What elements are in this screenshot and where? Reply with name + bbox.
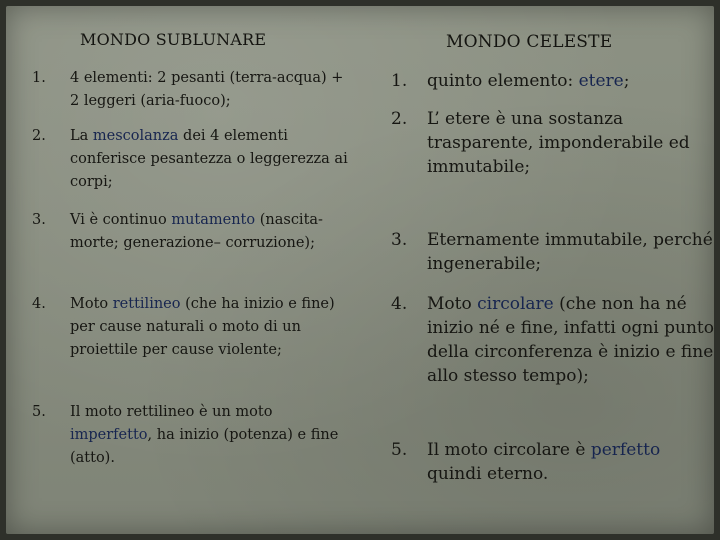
text-fragment: quinto elemento: [427,71,579,91]
item-text [70,293,355,362]
text-fragment: L’ etere è una sostanza trasparente, imponderabile ed immutabile; [427,109,690,177]
item-number: 4. [32,296,46,312]
text-fragment: (che ha inizio e fine) per cause naturali o moto di un proiettile per cause violente; [70,296,335,358]
item-text [70,401,355,470]
text-fragment: Moto [70,296,113,312]
text-fragment: Il moto circolare è [427,440,591,460]
item-number: 5. [391,440,408,460]
text-fragment: ; [623,71,630,91]
item-number: 3. [32,212,46,228]
item-text [427,438,717,486]
item-text [70,67,355,113]
slide [6,6,714,534]
item-number: 2. [32,128,46,144]
item-text [427,292,717,388]
highlighted-term: mescolanza [92,128,179,144]
item-text [70,125,355,194]
text-fragment: 4 elementi: 2 pesanti (terra-acqua) + 2 leggeri (aria-fuoco); [70,70,344,109]
highlighted-term: mutamento [171,212,256,228]
item-number: 5. [32,404,46,420]
text-fragment: dei 4 elementi conferisce pesantezza o leggerezza ai corpi; [70,128,348,190]
item-number: 1. [32,70,46,86]
item-number: 4. [391,294,408,314]
item-text [427,107,717,179]
highlighted-term: circolare [477,294,554,314]
text-fragment: Il moto rettilineo è un moto [70,404,273,420]
highlighted-term: rettilineo [112,296,181,312]
item-text [427,69,717,93]
item-number: 2. [391,109,408,129]
item-text [70,209,355,255]
text-fragment: (che non ha né inizio né e fine, infatti ogni punto della circonferenza è inizio e fine allo stesso tempo); [427,294,714,386]
highlighted-term: etere [578,71,624,91]
text-fragment: (nascita-morte; generazione– corruzione); [70,212,323,251]
highlighted-term: imperfetto [70,427,148,443]
text-fragment: Moto [427,294,478,314]
text-fragment: Vi è continuo [70,212,172,228]
text-fragment: La [70,128,93,144]
left-column-title: MONDO SUBLUNARE [80,30,267,49]
right-column-title: MONDO CELESTE [446,32,613,52]
text-fragment: , ha inizio (potenza) e fine (atto). [70,427,339,466]
item-number: 3. [391,230,408,250]
text-fragment: quindi eterno. [427,464,549,484]
text-fragment: Eternamente immutabile, perché ingenerabile; [427,230,713,274]
item-number: 1. [391,71,408,91]
item-text [427,228,717,276]
highlighted-term: perfetto [590,440,661,460]
